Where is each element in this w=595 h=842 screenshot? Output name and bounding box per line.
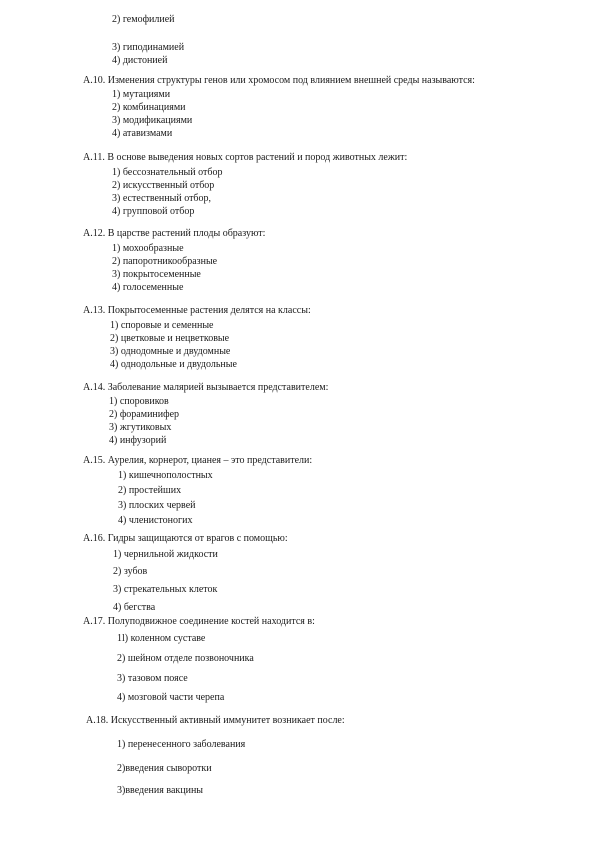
option-line: 1l) коленном суставе [117, 633, 206, 644]
option-line: 4) голосеменные [112, 282, 184, 293]
option-line: 2) фораминифер [109, 409, 180, 420]
option-line: 4) членистоногих [118, 515, 193, 526]
option-line: 4) дистонией [112, 55, 168, 66]
option-line: 3)введения вакцины [117, 785, 204, 796]
option-line: 1) кишечнополостных [118, 470, 213, 481]
option-line: 3) тазовом поясе [117, 673, 188, 684]
option-line: 4) групповой отбор [112, 206, 195, 217]
option-line: 3) модификациями [112, 115, 193, 126]
question-a10: А.10. Изменения структуры генов или хромосом под влиянием внешней среды называются: [83, 75, 475, 86]
question-a12: А.12. В царстве растений плоды образуют: [83, 228, 266, 239]
question-a14: А.14. Заболевание малярией вызывается представителем: [83, 382, 329, 393]
option-line: 4) бегства [113, 602, 156, 613]
option-line: 2) зубов [113, 566, 148, 577]
option-line: 1) споровые и семенные [110, 320, 214, 331]
question-a16: А.16. Гидры защищаются от врагов с помощью: [83, 533, 288, 544]
option-line: 2) искусственный отбор [112, 180, 215, 191]
question-a15: А.15. Аурелия, корнерот, цианея – это представители: [83, 455, 313, 466]
option-line: 1) чернильной жидкости [113, 549, 218, 560]
option-line: 1) перенесенного заболевания [117, 739, 246, 750]
option-line: 4) однодольные и двудольные [110, 359, 237, 370]
question-a11: А.11. В основе выведения новых сортов растений и пород животных лежит: [83, 152, 408, 163]
option-line: 3) покрытосеменные [112, 269, 201, 280]
option-line: 3) стрекательных клеток [113, 584, 218, 595]
option-line: 2) шейном отделе позвоночника [117, 653, 254, 664]
option-line: 3) гиподинамией [112, 42, 185, 53]
option-line: 3) плоских червей [118, 500, 196, 511]
option-line: 4) мозговой части черепа [117, 692, 225, 703]
option-line: 2) простейших [118, 485, 182, 496]
option-line: 2) комбинациями [112, 102, 186, 113]
option-line: 2) папоротникообразные [112, 256, 218, 267]
option-line: 1) бессознательный отбор [112, 167, 223, 178]
question-a13: А.13. Покрытосеменные растения делятся на классы: [83, 305, 311, 316]
option-line: 3) однодомные и двудомные [110, 346, 231, 357]
option-line: 1) мутациями [112, 89, 171, 100]
option-line: 2) цветковые и нецветковые [110, 333, 230, 344]
option-line: 2)введения сыворотки [117, 763, 212, 774]
question-a17: А.17. Полуподвижное соединение костей находится в: [83, 616, 315, 627]
option-line: 3) жгутиковых [109, 422, 172, 433]
option-line: 1) мохообразные [112, 243, 184, 254]
option-line: 3) естественный отбор, [112, 193, 212, 204]
option-line: 4) атавизмами [112, 128, 173, 139]
option-line: 4) инфузорий [109, 435, 167, 446]
option-line: 1) споровиков [109, 396, 169, 407]
option-line: 2) гемофилией [112, 14, 175, 25]
question-a18: А.18. Искусственный активный иммунитет возникает после: [86, 715, 345, 726]
